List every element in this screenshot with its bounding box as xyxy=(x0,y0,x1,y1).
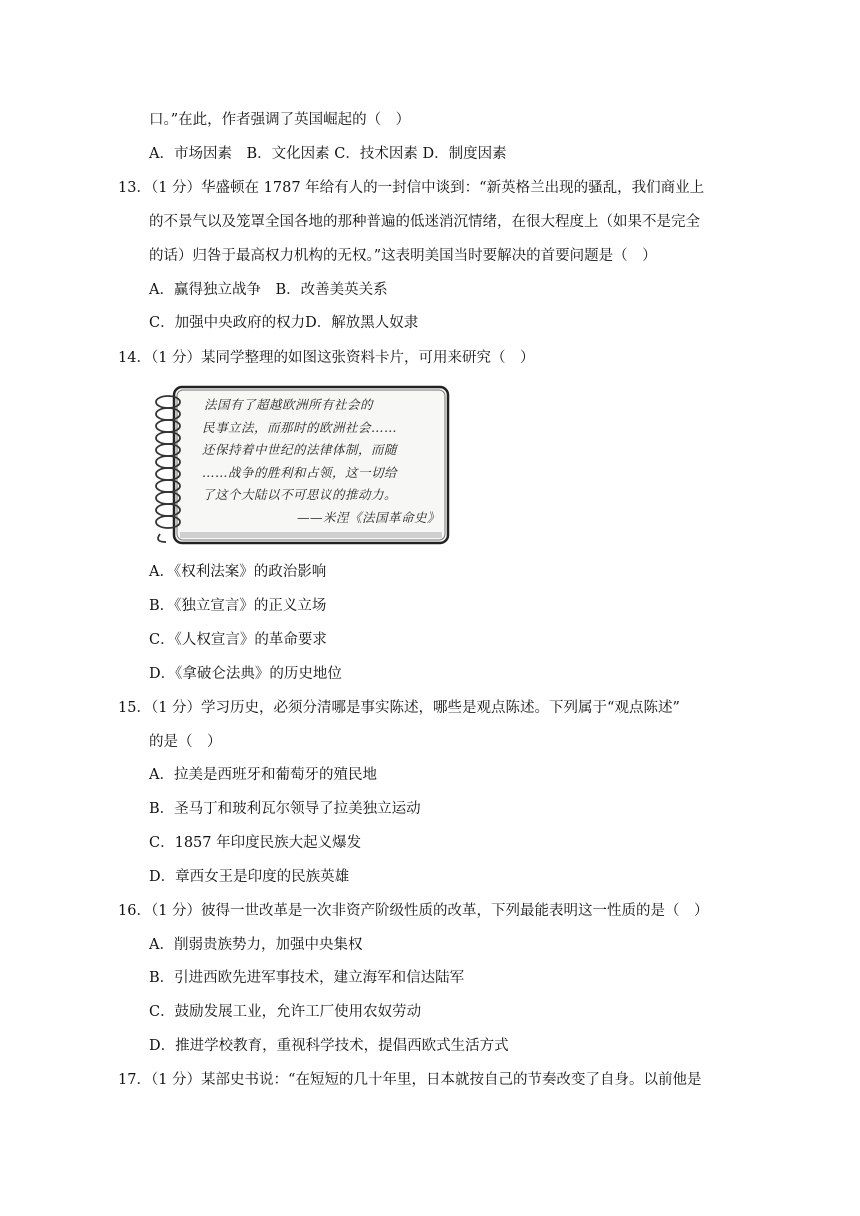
card-line-2: 民事立法，而那时的欧洲社会…… xyxy=(202,419,398,435)
card-line-5: 了这个大陆以不可思议的推动力。 xyxy=(202,487,398,502)
q13-options-cd: C．加强中央政府的权力D．解放黑人奴隶 xyxy=(149,315,419,331)
q12-stem-tail: 口。”在此，作者强调了英国崛起的（ ） xyxy=(149,112,411,128)
q14-option-b: B．《独立宣言》的正义立场 xyxy=(149,598,327,614)
q15-option-d: D．章西女王是印度的民族英雄 xyxy=(149,869,350,885)
q13-stem-line3: 的话）归咎于最高权力机构的无权。”这表明美国当时要解决的首要问题是（ ） xyxy=(149,248,657,264)
q16-option-c: C．鼓励发展工业，允许工厂使用农奴劳动 xyxy=(149,1004,422,1020)
q16-stem: 16．（1 分）彼得一世改革是一次非资产阶级性质的改革，下列最能表明这一性质的是（ ） xyxy=(118,903,709,919)
q14-option-a: A．《权利法案》的政治影响 xyxy=(149,564,327,580)
q16-option-d: D．推进学校教育，重视科学技术，提倡西欧式生活方式 xyxy=(149,1038,509,1054)
card-line-4: ……战争的胜利和占领，这一切给 xyxy=(202,464,398,480)
q14-option-c: C．《人权宣言》的革命要求 xyxy=(149,632,327,648)
q15-option-c: C．1857 年印度民族大起义爆发 xyxy=(149,835,362,851)
q15-stem-line2: 的是（ ） xyxy=(149,734,222,750)
q14-stem: 14．（1 分）某同学整理的如图这张资料卡片，可用来研究（ ） xyxy=(118,350,535,366)
card-quote xyxy=(202,394,446,529)
q15-option-a: A．拉美是西班牙和葡萄牙的殖民地 xyxy=(149,767,377,783)
q16-option-a: A．削弱贵族势力，加强中央集权 xyxy=(149,937,363,953)
q13-stem-line1: 13．（1 分）华盛顿在 1787 年给有人的一封信中谈到：“新英格兰出现的骚乱，我们商业上 xyxy=(118,180,705,196)
card-line-1: 法国有了超越欧洲所有社会的 xyxy=(204,397,374,412)
q15-option-b: B．圣马丁和玻利瓦尔领导了拉美独立运动 xyxy=(149,801,421,817)
card-source: ——米涅《法国革命史》 xyxy=(296,509,440,525)
q16-option-b: B．引进西欧先进军事技术，建立海军和信达陆军 xyxy=(149,970,465,986)
q13-options-ab: A．赢得独立战争 B．改善美英关系 xyxy=(149,282,388,298)
card-line-3: 还保持着中世纪的法律体制，而随 xyxy=(202,442,398,457)
q13-stem-line2: 的不景气以及笼罩全国各地的那种普遍的低迷消沉情绪，在很大程度上（如果不是完全 xyxy=(149,214,700,230)
q17-stem: 17．（1 分）某部史书说：“在短短的几十年里，日本就按自己的节奏改变了自身。以前他是 xyxy=(118,1072,702,1088)
info-card-image xyxy=(150,384,452,546)
q12-options: A．市场因素 B．文化因素 C．技术因素 D．制度因素 xyxy=(149,146,507,162)
q14-option-d: D．《拿破仑法典》的历史地位 xyxy=(149,666,342,682)
q15-stem-line1: 15．（1 分）学习历史，必须分清哪是事实陈述，哪些是观点陈述。下列属于“观点陈述” xyxy=(118,700,680,716)
